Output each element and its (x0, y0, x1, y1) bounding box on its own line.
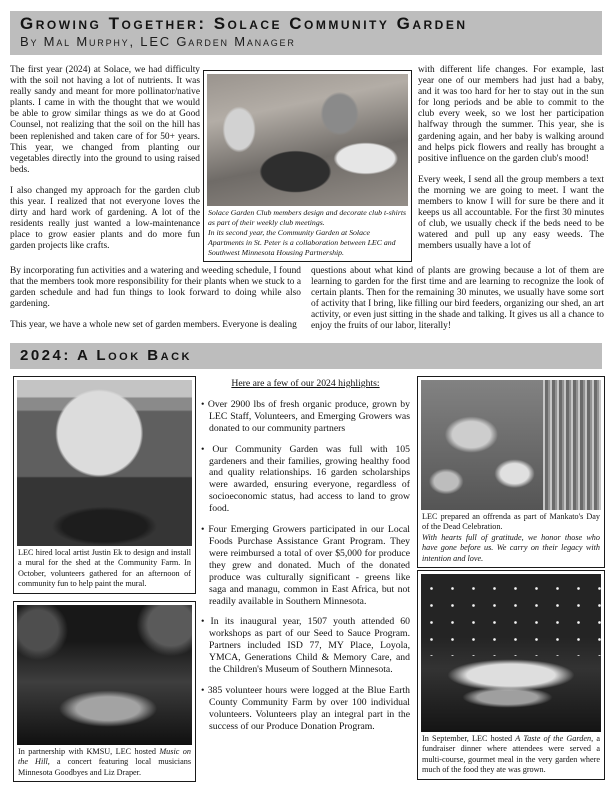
photo-mural-shed (17, 380, 192, 546)
paragraph: Every week, I send all the group members a text the morning we are going to meet. I want the members to know I will for sure be there and it keeps us all accountable. For the first 30 minutes of club, we usually check if the beds need to be watered and pull up any easy weeds. The members usually have a lot of (418, 174, 604, 252)
string-lights-detail (421, 580, 601, 656)
figure-concert (13, 601, 196, 782)
figure-caption (17, 546, 192, 590)
caption-text: , a concert featuring local musicians Minnesota Goodbyes and Liz Draper. (18, 757, 191, 777)
article-column-left-wide (10, 266, 301, 331)
caption-text: In partnership with KMSU, LEC hosted (18, 747, 160, 756)
caption-line: LEC prepared an offrenda as part of Mankato's Day of the Dead Celebration. (422, 512, 600, 532)
highlight-bullet: • In its inaugural year, 1507 youth attended 60 workshops as part of our Seed to Sauce Program. Partners included ISD 77, MY Place, Loyola, YMCA, Generations Child & Memory Care, and the Children's Museum of Southern Minnesota. (201, 616, 410, 676)
photo-cornstalk-detail (543, 380, 601, 510)
paragraph: By incorporating fun activities and a watering and weeding schedule, I found that the members took more responsibility for their plants when we stuck to a garden schedule and had fun things to look forward to doing while also gardening. (10, 266, 301, 310)
caption-line-italic: With hearts full of gratitude, we honor those who have gone before us. We carry on their legacy with intention and love. (422, 532, 600, 563)
caption-line: In its second year, the Community Garden at Solace Apartments in St. Peter is a collaboration between LEC and Southwest Minnesota Housing Partnership. (208, 228, 396, 257)
article-byline: By Mal Murphy, LEC Garden Manager (20, 33, 296, 49)
highlight-bullet: • 385 volunteer hours were logged at the Blue Earth County Community Farm by over 100 individual volunteers. Volunteers play an integral part in the success of our Produce Donation Program. (201, 684, 410, 732)
highlights-column (201, 378, 410, 733)
photo-offrenda (421, 380, 601, 510)
photo-garden-dinner (421, 574, 601, 732)
photo-concert-lawn (17, 605, 192, 745)
article-title: Growing Together: Solace Community Garden (20, 14, 468, 33)
section-header-bar (10, 343, 602, 369)
article-column-left (10, 65, 200, 253)
article-header-bar (10, 11, 602, 55)
figure-caption (421, 510, 601, 564)
caption-line: LEC hired local artist Justin Ek to design and install a mural for the shed at the Community Farm. In October, volunteers gathered for an afternoon of community fun to help paint the mural. (18, 548, 191, 589)
figure-offrenda (417, 376, 605, 568)
caption-italic-title: A Taste of the Garden (515, 734, 592, 743)
paragraph: I also changed my approach for the garden club this year. I realized that not everyone loves the dirty and hard work of gardening. A lot of the residents really just wanted a low-maintenance place to grow easier plants and do more fun garden projects like crafts. (10, 185, 200, 252)
paragraph: with different life changes. For example, last year one of our members had just had a baby, and it was too hard for her to stay out in the sun for long periods and be able to commit to the club every week, so we lost her participation halfway through the summer. This year, she is gardening again, and her baby is walking around and helps pick flowers and really has brought a positive influence on the garden club's mood! (418, 65, 604, 164)
caption-line (18, 747, 191, 778)
paragraph: questions about what kind of plants are growing because a lot of them are learning to garden for the first time and are learning to recognize the look of certain plants. Then for the remaining 30 minutes, we usually have some sort of activity that I bring, like filling our bird feeders, organizing our shed, an art activity, or even just sitting in the shade and talking. It gives us all a chance to enjoy the fruits of our labor, literally! (311, 266, 604, 332)
highlight-bullet: • Four Emerging Growers participated in our Local Foods Purchase Assistance Grant Program. They were reimbursed a total of over $5,000 for produce they grew and donated. Much of the donated produce was culturally significant - greens like saga and managu, common in East Africa, but not readily available in Southern Minnesota. (201, 524, 410, 607)
figure-caption (421, 732, 601, 776)
article-column-right-wide (311, 266, 604, 333)
figure-mural (13, 376, 196, 594)
paragraph: This year, we have a whole new set of garden members. Everyone is dealing (10, 320, 297, 331)
section-title: 2024: A Look Back (20, 347, 192, 364)
caption-text: In September, LEC hosted (422, 734, 516, 743)
highlights-heading: Here are a few of our 2024 highlights: (231, 378, 380, 389)
paragraph: The first year (2024) at Solace, we had difficulty with the soil not having a lot of nutrients. It was really sandy and meant for more pollinator/native plants. I came in with the thought that we would be able to grow similar things as we do at Good Counsel, not realizing that the soil on the hill has been replenished and taken care of for 50+ years. This year, we changed from planting our vegetables directly into the ground to using raised beds. (10, 65, 200, 175)
figure-caption (17, 745, 192, 778)
figure-dinner (417, 570, 605, 780)
caption-line (422, 734, 600, 776)
caption-text: , a fundraiser dinner where attendees were served a multi-course, gourmet meal in the very garden where much of the food they ate was grown. (422, 734, 600, 775)
highlight-bullet: • Over 2900 lbs of fresh organic produce, grown by LEC Staff, Volunteers, and Emerging Growers was donated to our community partners (201, 398, 410, 434)
highlight-bullet: • Our Community Garden was full with 105 gardeners and their families, growing healthy food and quality relationships. 16 garden scholarships were awarded, ensuring everyone, regardless of socioeconomic status, had access to land to grow food. (201, 443, 410, 515)
caption-italic-title: Music on the Hill (18, 747, 191, 767)
photo-tshirt-workshop (207, 74, 408, 206)
caption-line: Solace Garden Club members design and decorate club t-shirts as part of their weekly club meetings. (208, 208, 407, 227)
figure-caption (207, 206, 408, 258)
article-column-right (418, 65, 604, 253)
figure-tshirt-workshop (203, 70, 412, 262)
